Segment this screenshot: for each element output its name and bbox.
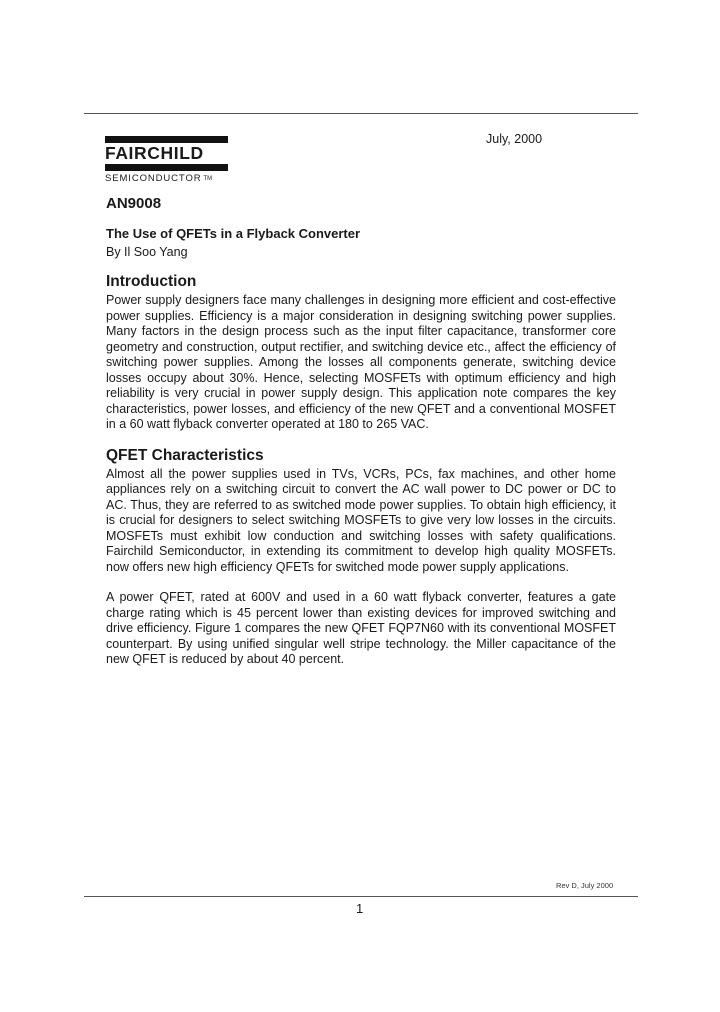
introduction-paragraph: Power supply designers face many challenges in designing more efficient and cost-effective power supplies. Efficiency is a major consideration in designing switching power supplies. Many factors in the design process such as the input filter capacitance, transformer core geometry and construction, output rectifier, and switching device etc., affect the efficiency of switching power supplies. Among the losses all components generate, switching device losses occupy about 30%. Hence, selecting MOSFETs with optimum efficiency and high reliability is very crucial in power supply design. This application note compares the key characteristics, power losses, and efficiency of the new QFET and a conventional MOSFET in a 60 watt flyback converter operated at 180 to 265 VAC. <box>106 293 616 431</box>
document-title: The Use of QFETs in a Flyback Converter <box>106 226 361 241</box>
header-rule <box>84 113 638 114</box>
logo-subtitle-text: SEMICONDUCTOR <box>105 173 202 184</box>
logo-bottom-bar <box>105 164 228 171</box>
revision-note: Rev D, July 2000 <box>556 881 614 890</box>
qfet-paragraph-1: Almost all the power supplies used in TVs, VCRs, PCs, fax machines, and other home appliances rely on a switching circuit to convert the AC wall power to DC power or DC to AC. Thus, they are referred to as switched mode power supplies. To obtain high efficiency, it is crucial for designers to select switching MOSFETs to give very low losses in the circuits. MOSFETs must exhibit low conduction and switching losses with safety qualifications. Fairchild Semiconductor, in extending its commitment to develop high quality MOSFETs. now offers new high efficiency QFETs for switched mode power supply applications. <box>106 466 616 574</box>
section-heading-introduction: Introduction <box>106 273 197 290</box>
section-heading-qfet-characteristics: QFET Characteristics <box>106 446 264 464</box>
logo-top-bar <box>105 136 228 143</box>
page-number: 1 <box>356 901 364 916</box>
fairchild-logo <box>105 136 255 184</box>
footer-rule <box>84 896 638 897</box>
document-author: By Il Soo Yang <box>106 245 188 259</box>
document-body <box>106 195 616 668</box>
logo-trademark: TM <box>203 176 213 182</box>
qfet-paragraph-2: A power QFET, rated at 600V and used in a 60 watt flyback converter, features a gate charge rating which is 45 percent lower than existing devices for improved switching and drive efficiency. Figure 1 compares the new QFET FQP7N60 with its conventional MOSFET counterpart. By using unified singular well stripe technology. the Miller capacitance of the new QFET is reduced by about 40 percent. <box>106 590 616 666</box>
document-date: July, 2000 <box>486 132 543 146</box>
logo-wordmark: FAIRCHILD <box>105 143 204 163</box>
app-note-number: AN9008 <box>106 195 162 212</box>
logo-subtitle <box>105 173 255 184</box>
